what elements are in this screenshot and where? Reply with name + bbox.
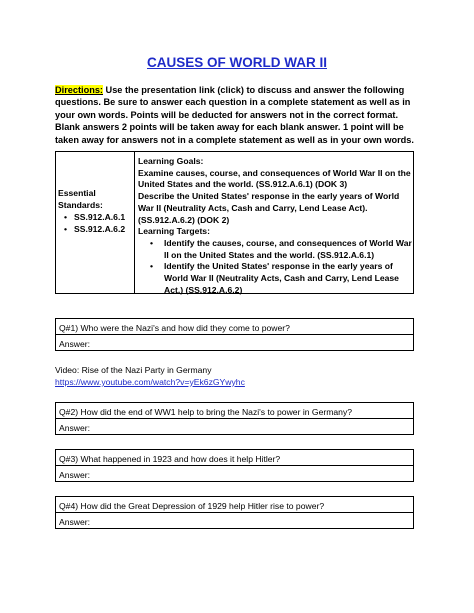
- bullet-icon: •: [150, 237, 154, 248]
- learning-goal-2: Describe the United States' response in the early years of World War II (Neutrality Acts, Cash and Carry, Lend Lease Act). (SS.912.A.6.2) (DOK 2): [138, 191, 400, 225]
- question-text: Q#3) What happened in 1923 and how does it help Hitler?: [56, 450, 413, 466]
- video-label: Video: Rise of the Nazi Party in Germany: [55, 365, 212, 375]
- question-box-1: [55, 318, 414, 351]
- standards-list: [58, 212, 134, 235]
- page-title: CAUSES OF WORLD WAR II: [147, 55, 327, 70]
- question-text: Q#1) Who were the Nazi's and how did they come to power?: [56, 319, 413, 335]
- bullet-icon: •: [64, 212, 68, 222]
- question-box-2: [55, 402, 414, 435]
- question-box-4: [55, 496, 414, 529]
- learning-target-item: • Identify the causes, course, and consequences of World War II on the United States and the world. (SS.912.A.6.1): [150, 237, 412, 260]
- question-box-3: [55, 449, 414, 482]
- standard-item: • SS.912.A.6.1: [64, 212, 126, 222]
- answer-field[interactable]: Answer:: [59, 423, 91, 433]
- learning-goals-heading: Learning Goals:: [138, 156, 204, 166]
- learning-targets-list: [138, 238, 413, 297]
- essential-standards-cell: [56, 152, 135, 293]
- learning-goals-cell: [135, 152, 413, 293]
- directions-paragraph: [55, 84, 417, 146]
- question-text: Q#4) How did the Great Depression of 1929 help Hitler rise to power?: [56, 497, 413, 513]
- essential-standards-heading: Essential Standards:: [58, 188, 103, 210]
- learning-goal-1: Examine causes, course, and consequences of World War II on the United States and the world. (SS.912.A.6.1) (DOK 3): [138, 167, 411, 190]
- video-link[interactable]: https://www.youtube.com/watch?v=yEk6zGYwyhc: [55, 376, 245, 387]
- learning-targets-heading: Learning Targets:: [138, 226, 210, 237]
- question-text: Q#2) How did the end of WW1 help to bring the Nazi's to power in Germany?: [56, 403, 413, 419]
- learning-target-item: • Identify the United States' response in the early years of World War II (Neutrality Acts, Cash and Carry, Lend Lease Act.) (SS.912.A.6.2): [150, 261, 399, 295]
- directions-label: Directions:: [55, 85, 103, 95]
- bullet-icon: •: [64, 223, 68, 234]
- answer-field[interactable]: Answer:: [59, 517, 91, 527]
- directions-text: Use the presentation link (click) to discuss and answer the following questions. Be sure to answer each question in a complete statement as well as in your own words. Points will be deducted for answers not in the correct format. Blank answers 2 points will be taken away for each blank answer. 1 point will be taken away for answers not in a complete statement as well as in your own words.: [55, 85, 414, 145]
- standard-item: • SS.912.A.6.2: [64, 223, 126, 234]
- answer-field[interactable]: Answer:: [59, 339, 91, 349]
- standards-goals-table: [55, 151, 414, 294]
- video-reference: [55, 365, 415, 388]
- answer-field[interactable]: Answer:: [59, 470, 91, 480]
- bullet-icon: •: [150, 261, 154, 272]
